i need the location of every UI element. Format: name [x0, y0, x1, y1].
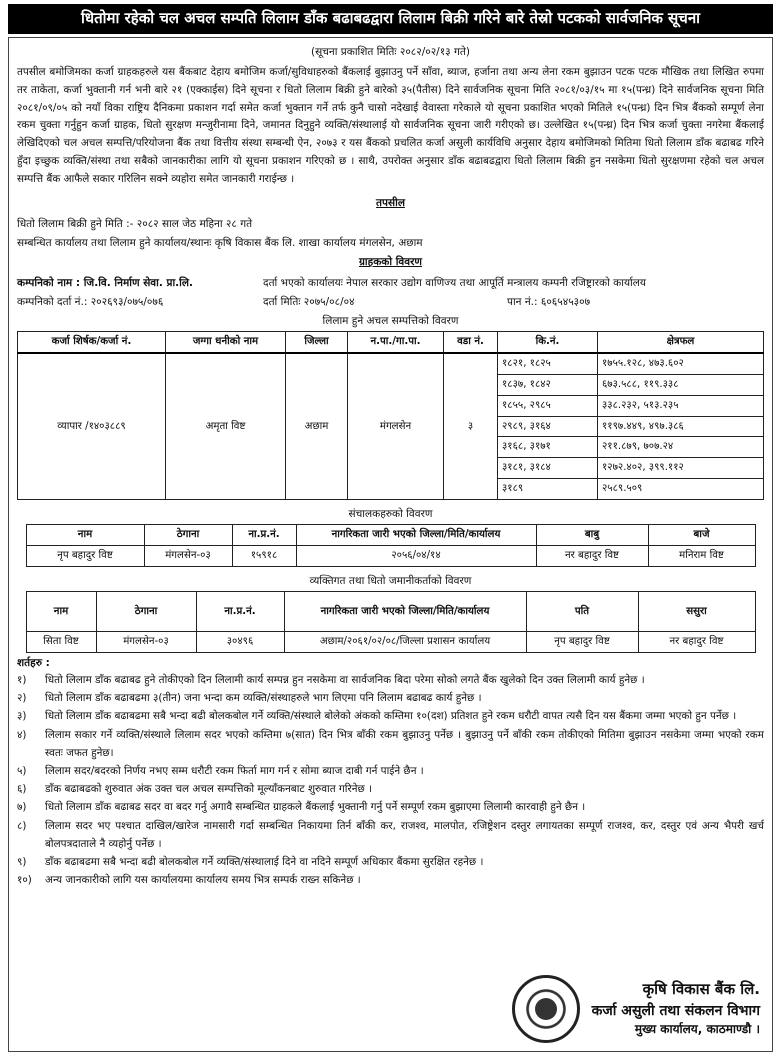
loan-cell: व्यापार /१४०३८८९: [18, 353, 166, 499]
th-name: नाम: [26, 591, 96, 631]
condition-number: ७): [17, 801, 27, 814]
ward-cell: ३: [444, 353, 498, 499]
bank-seal-icon: [512, 975, 580, 1043]
director-father: नर बहादुर विष्ट: [536, 545, 648, 566]
th-kitta: कि.नं.: [498, 332, 598, 353]
area-cell: २११.८७९, ७०७.२४: [598, 437, 764, 458]
condition-text: लिलाम सदर भए पश्चात दाखिल/खारेज नामसारी गर्दा सम्बन्धित निकायमा तिर्न बाँकी कर, राजश्व, मालपोत, रजिष्ट्रेशन दस्तुर लगायतका सम्पूर्ण राजश्व, कर, दस्तुर एवं अन्य भैपरी खर्च बोलपत्रदाताले नै व्यहोर्नु पर्नेछ ।: [45, 819, 764, 850]
table-row: [26, 631, 755, 652]
area-cell: ६७३.५८८, ११९.३३८: [598, 374, 764, 395]
th-district: जिल्ला: [286, 332, 348, 353]
company-reg-date: दर्ता मितिः २०७५/०८/०४: [263, 295, 355, 308]
area-cell: २५८९.५०९: [598, 478, 764, 499]
company-reg-no: कम्पनिको दर्ता नं.: २०२६९३/०७५/०७६: [17, 295, 164, 308]
condition-text: डाँक बढाबढको शुरुवात अंक उक्त चल अचल सम्पत्तिको मूल्याँकनबाट शुरुवात गरिनेछ ।: [45, 783, 373, 796]
table-row: [18, 353, 764, 374]
company-row-2: [17, 293, 764, 311]
condition-number: १०): [17, 874, 32, 887]
property-table-caption: लिलाम हुने अचल सम्पत्तिको विवरण: [322, 315, 459, 328]
th-owner: जग्गा धनीको नाम: [166, 332, 286, 353]
condition-number: ८): [17, 819, 27, 832]
list-item: [17, 853, 764, 871]
footer-text: [592, 979, 760, 1038]
condition-number: १): [17, 674, 27, 687]
guarantor-table: [26, 591, 756, 653]
conditions-title: शर्तहरु :: [17, 656, 50, 669]
guarantor-name: सिता विष्ट: [26, 631, 96, 652]
condition-text: धितो लिलाम डाँक बढाबढ हुने तोकीएको दिन लिलामी कार्य सम्पन्न हुन नसकेमा वा सार्वजनिक बिदा परेमा सोको लगते बैंक खुलेको दिन उक्त लिलामी कार्य हुनेछ ।: [45, 674, 645, 687]
condition-text: धितो लिलाम डाँक बढाबढ सदर वा बदर गर्नु अगावै सम्बन्धित ग्राहकले बैंकलाई भुक्तानी गर्नु पर्ने सम्पूर्ण रकम बुझाएमा लिलामी कारवाही हुने छैन ।: [45, 801, 586, 814]
signature-block: [512, 975, 760, 1043]
area-cell: १२७२.४०२, ३९९.११२: [598, 458, 764, 479]
condition-text: धितो लिलाम डाँक बढाबढमा ३(तीन) जना भन्दा कम व्यक्ति/संस्थाहरुले भाग लिएमा पनि लिलाम बढाबढ कार्य हुनेछ ।: [45, 692, 482, 705]
th-father-in-law: ससुरा: [638, 591, 755, 631]
th-citizenship-no: ना.प्र.नं.: [232, 525, 296, 546]
list-item: [17, 671, 764, 689]
area-cell: ११९७.४४९, ४९७.३८६: [598, 416, 764, 437]
director-table-header: [26, 525, 755, 546]
kitta-cell: ३१८९: [498, 478, 598, 499]
area-cell: १७५५.१२८, ४७३.६०२: [598, 353, 764, 374]
notice-headline: धितोमा रहेको चल अचल सम्पति लिलाम डाँक बढाबढद्वारा लिलाम बिक्री गरिने बारे तेस्रो पटकको सार्वजनिक सूचना: [8, 4, 773, 34]
bank-name: कृषि विकास बैंक लि.: [642, 979, 760, 998]
area-cell: ३३८.२३२, ५१३.२३५: [598, 395, 764, 416]
director-address: मंगलसेन-०३: [144, 545, 232, 566]
office-location: सम्बन्धित कार्यालय तथा लिलाम हुने कार्यालय/स्थानः कृषि विकास बैंक लि. शाखा कार्यालय मंगलसेन, अछाम: [17, 236, 423, 249]
head-office: मुख्य कार्यालय, काठमाण्डौ ।: [634, 1021, 760, 1036]
guarantor-father-in-law: नर बहादुर विष्ट: [638, 631, 755, 652]
list-item: [17, 762, 764, 780]
condition-text: डाँक बढाबढमा सबै भन्दा बढी बोलकबोल गर्ने व्यक्ति/संस्थालाई दिने वा नदिने सम्पूर्ण अधिकार बैंकमा सुरक्षित रहनेछ ।: [45, 856, 484, 869]
owner-cell: अमृता विष्ट: [166, 353, 286, 499]
intro-paragraph: तपसील बमोजिमका कर्जा ग्राहकहरुले यस बैंकबाट देहाय बमोजिम कर्जा/सुविधाहरुको बैंकलाई बुझाउनु पर्ने साँवा, ब्याज, हर्जाना तथा अन्य लेना रकम बुझाउन पटक पटक मौखिक तथा लिखित रुपमा तर ताकेता, कर्जा भुक्तानी गर्न भनी बारे २१ (एक्काईस) दिने सूचना र धितो लिलाम बिक्री हुने बारेको ३५(पैतीस) दिने सार्वजनिक सूचना मिति २०८१/०३/१५ मा १५(पन्ध्र) दिने सार्वजनिक सूचना मिति २०८१/०९/०५ को नयाँ विका राष्ट्रिय दैनिकमा प्रकाशन गर्दा समेत कर्जा भुक्तान गर्ने तर्फ कुनै चासो नदेखाई वेवास्ता गरेकाले यो सूचना प्रकाशित भएको मितिले १५(पन्ध्र) दिन भित्र बैंकको सम्पूर्ण लेना रकम चुक्ता गर्नुहुन कर्जा ग्राहक, धितो सुरक्षण मन्जुरीनामा दिने, जमानत दिनुहुने व्यक्ति/संस्थालाई यो सार्वजनिक सूचना जारी गरीएको छ। उल्लेखित १५(पन्ध्र) दिन भित्र कर्जा चुक्ता नगरेमा बैंकलाई लेखिदिएको चल अचल सम्पत्ति/परियोजना बैंक तथा वित्तीय संस्था सम्बन्धी ऐन, २०७३ र यस बैंकको प्रचलित कर्जा असुली कार्यविधि अनुसार देहाय बमोजिमको मितिमा धितो लिलाम डाँक बढाबढ गरिने हुँदा इच्छुक व्यक्ति/संस्था तथा सबैको जानकारीका लागि यो सूचना प्रकाशन गरिएको छ । साथै, उपरोक्त अनुसार डाँक बढाबढद्वारा धितो लिलाम बिक्री हुन नसकेमा धितो सुरक्षणमा रहेको चल अचल सम्पत्ति बैंक आफैले सकार गरिलिन सक्ने व्यहोरा समेत जानकारी गराईन्छ ।: [17, 65, 765, 186]
property-table-header: [18, 332, 764, 353]
property-table: [17, 331, 764, 500]
list-item: [17, 871, 577, 889]
th-address: ठेगाना: [144, 525, 232, 546]
th-address: ठेगाना: [96, 591, 196, 631]
th-citizenship-no: ना.प्र.नं.: [196, 591, 284, 631]
kitta-cell: १८३७, १८४२: [498, 374, 598, 395]
notice-frame: [8, 37, 773, 1052]
publish-date: (सूचना प्रकाशित मितिः २०८२/०२/१३ गते): [311, 45, 470, 58]
th-area: क्षेत्रफल: [598, 332, 764, 353]
kitta-cell: ३१८१, ३१८४: [498, 458, 598, 479]
th-citizenship-issue: नागरिकता जारी भएको जिल्ला/मिति/कार्यालय: [296, 525, 536, 546]
th-grandfather: बाजे: [648, 525, 755, 546]
company-registered-office: दर्ता भएको कार्यालयः नेपाल सरकार उद्योग वाणिज्य तथा आपूर्ति मन्त्रालय कम्पनी रजिष्ट्रारको कार्यालय: [263, 277, 646, 290]
district-cell: अछाम: [286, 353, 348, 499]
guarantor-citizenship-no: ३०४९६: [196, 631, 284, 652]
municipality-cell: मंगलसेन: [348, 353, 444, 499]
th-loan: कर्जा शिर्षक/कर्जा नं.: [18, 332, 166, 353]
kitta-cell: ३१६८, ३१७१: [498, 437, 598, 458]
table-row: [26, 545, 755, 566]
condition-number: ६): [17, 783, 27, 796]
list-item: [17, 798, 764, 816]
auction-date: धितो लिलाम बिक्री हुने मिति :- २०८२ साल जेठ महिना २८ गते: [17, 218, 253, 231]
guarantor-table-header: [26, 591, 755, 631]
th-husband: पति: [526, 591, 638, 631]
kitta-cell: १८५५, २९८५: [498, 395, 598, 416]
guarantor-table-caption: व्यक्तिगत तथा धितो जमानीकर्ताको विवरण: [309, 574, 472, 587]
list-item: [17, 689, 764, 707]
list-item: [17, 726, 764, 762]
director-citizenship-issue: २०५६/०४/१४: [296, 545, 536, 566]
director-citizenship-no: १५९१८: [232, 545, 296, 566]
condition-text: लिलाम सकार गर्ने व्यक्ति/संस्थाले लिलाम सदर भएको कम्तिमा ७(सात) दिन भित्र बाँकी रकम बुझाउनु पर्नेछ । बुझाउनु पर्ने बाँकी रकम तोकीएको मितिमा बुझाउन नसकेमा जम्मा भएको रकम स्वतः जफत हुनेछ।: [45, 728, 764, 759]
director-name: नृप बहादुर विष्ट: [26, 545, 144, 566]
th-citizenship-issue: नागरिकता जारी भएको जिल्ला/मिति/कार्यालय: [284, 591, 526, 631]
tapsil-title: तपसील: [376, 197, 405, 209]
list-item: [17, 707, 764, 725]
company-pan: पान नं.: ६०६५४५३०७: [507, 295, 591, 308]
director-grandfather: मनिराम विष्ट: [648, 545, 755, 566]
th-ward: वडा नं.: [444, 332, 498, 353]
list-item: [17, 817, 764, 853]
condition-text: धितो लिलाम डाँक बढाबढमा सबै भन्दा बढी बोलकबोल गर्ने व्यक्ति/संस्थाले बोलेको अंकको कम्तिमा १०(दश) प्रतिशत हुने रकम धरौटी वापत त्यसै दिन यस बैंकमा जम्मा भएको हुन पर्नेछ ।: [45, 710, 737, 723]
condition-number: २): [17, 692, 27, 705]
department-name: कर्जा असुली तथा संकलन विभाग: [591, 1002, 760, 1019]
condition-text: लिलाम सदर/बदरको निर्णय नभए सम्म धरौटी रकम फिर्ता माग गर्न र सोमा ब्याज दाबी गर्न पाईने छैन ।: [45, 765, 424, 778]
condition-number: ९): [17, 856, 27, 869]
condition-number: ३): [17, 710, 27, 723]
company-name: कम्पनिको नाम : जि.वि. निर्माण सेवा. प्रा.लि.: [17, 277, 194, 290]
condition-number: ५): [17, 765, 27, 778]
company-row-1: [17, 274, 764, 292]
condition-text: अन्य जानकारीको लागि यस कार्यालयमा कार्यालय समय भित्र सम्पर्क राख्न सकिनेछ ।: [45, 874, 361, 887]
th-father: बाबु: [536, 525, 648, 546]
kitta-cell: २९८९, ३१६४: [498, 416, 598, 437]
guarantor-citizenship-issue: अछाम/२०६१/०२/०८/जिल्ला प्रशासन कार्यालय: [284, 631, 526, 652]
kitta-cell: १८२१, १८२५: [498, 353, 598, 374]
guarantor-address: मंगलसेन-०३: [96, 631, 196, 652]
th-name: नाम: [26, 525, 144, 546]
director-table: [26, 524, 756, 567]
conditions-section: [17, 655, 764, 890]
list-item: [17, 780, 764, 798]
condition-number: ४): [17, 728, 27, 741]
guarantor-husband: नृप बहादुर विष्ट: [526, 631, 638, 652]
client-title: ग्राहकको विवरण: [358, 256, 422, 269]
director-table-caption: संचालकहरुको विवरण: [348, 507, 433, 520]
th-municipality: न.पा./गा.पा.: [348, 332, 444, 353]
